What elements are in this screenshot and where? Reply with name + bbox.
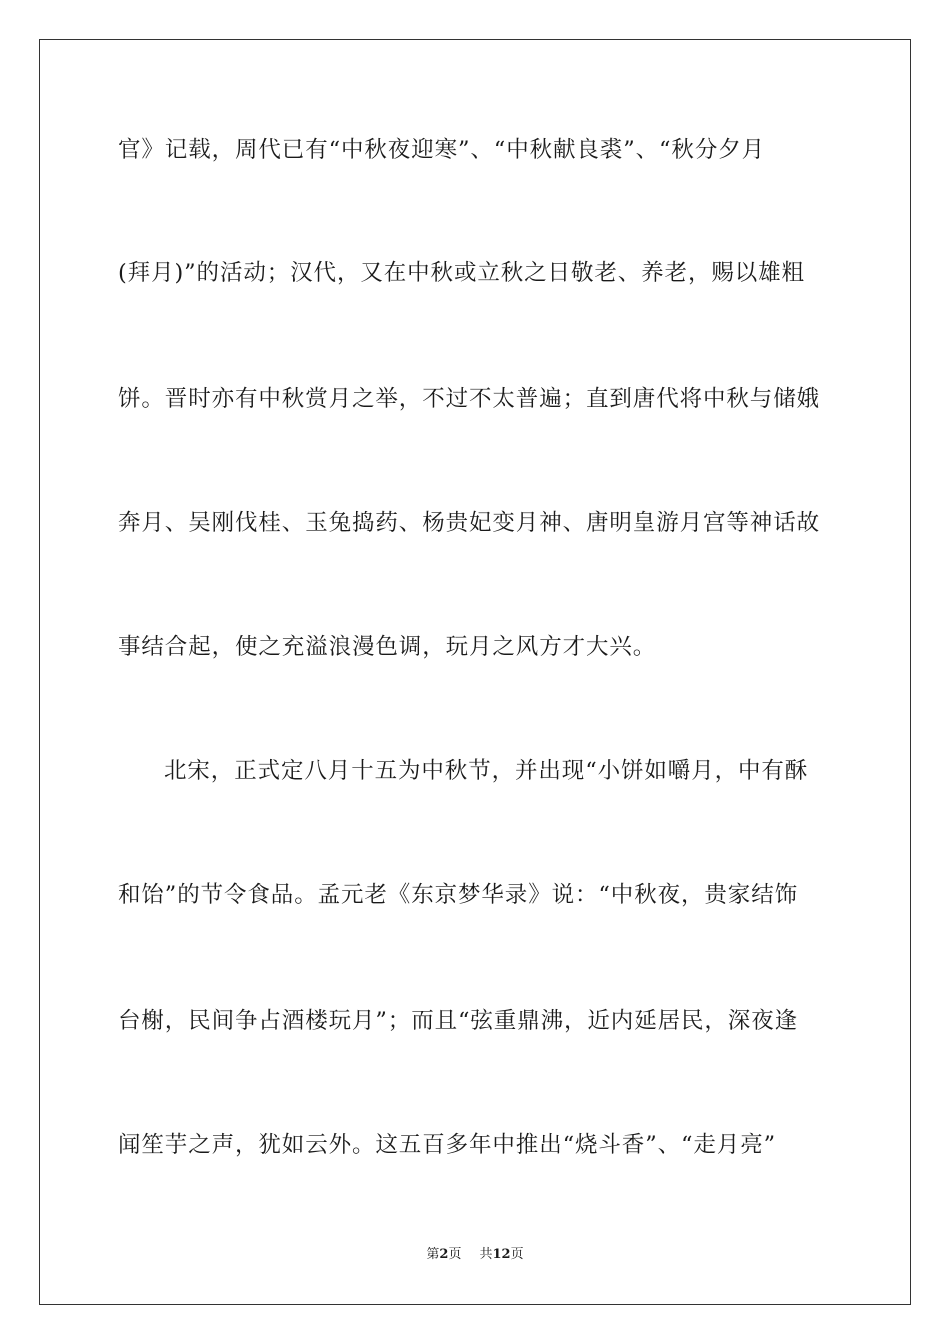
- text-line: 饼。晋时亦有中秋赏月之举，不过不太普遍；直到唐代将中秋与储娥: [118, 386, 821, 412]
- text-line: (拜月)”的活动；汉代，又在中秋或立秋之日敬老、养老，赐以雄粗: [118, 260, 805, 286]
- total-prefix: 共: [479, 1247, 493, 1262]
- text-line: 奔月、吴刚伐桂、玉兔捣药、杨贵妃变月神、唐明皇游月宫等神话故: [118, 510, 821, 536]
- page-prefix: 第: [426, 1247, 440, 1262]
- total-pages: 12: [492, 1247, 511, 1262]
- page-footer: [0, 1246, 950, 1264]
- text-line: 和饴”的节令食品。孟元老《东京梦华录》说：“中秋夜，贵家结饰: [118, 882, 799, 908]
- text-line: 官》记载，周代已有“中秋夜迎寒”、“中秋献良裘”、“秋分夕月: [118, 137, 766, 163]
- page-suffix: 页: [448, 1247, 462, 1262]
- page-number: 2: [439, 1247, 449, 1262]
- paragraph-first-line: 北宋，正式定八月十五为中秋节，并出现“小饼如嚼月，中有酥: [164, 758, 809, 784]
- page-border: [39, 39, 911, 1305]
- text-line: 闻笙芋之声，犹如云外。这五百多年中推出“烧斗香”、“走月亮”: [118, 1132, 777, 1158]
- text-line: 台榭，民间争占酒楼玩月”；而且“弦重鼎沸，近内延居民，深夜逢: [118, 1008, 799, 1034]
- total-suffix: 页: [510, 1247, 524, 1262]
- text-line: 事结合起，使之充溢浪漫色调，玩月之风方才大兴。: [118, 634, 657, 660]
